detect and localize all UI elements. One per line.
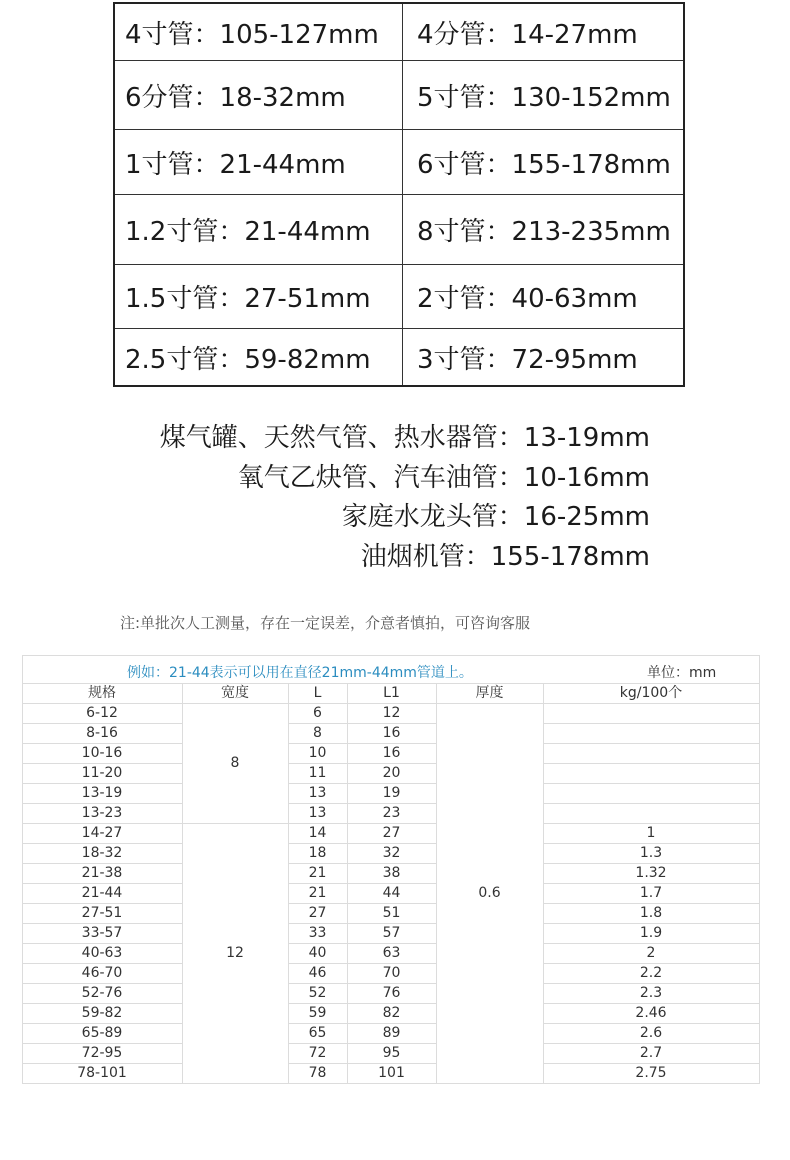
l-cell: 8 bbox=[313, 725, 322, 741]
size-cell-right: 5寸管：130-152mm bbox=[417, 82, 671, 113]
l1-cell: 82 bbox=[382, 1005, 401, 1021]
use-line-faucet: 家庭水龙头管：16-25mm bbox=[341, 502, 650, 532]
table-rule bbox=[759, 655, 760, 1084]
weight-cell: 1 bbox=[646, 825, 656, 841]
spec-cell: 13-19 bbox=[81, 785, 123, 801]
l-cell: 14 bbox=[308, 825, 327, 841]
spec-cell: 40-63 bbox=[81, 945, 123, 961]
weight-cell bbox=[543, 743, 759, 763]
l1-cell: 12 bbox=[382, 705, 401, 721]
spec-table bbox=[22, 655, 759, 1083]
use-line-hood: 油烟机管：155-178mm bbox=[360, 542, 650, 572]
header-cell: 规格 bbox=[88, 685, 116, 701]
header-cell: kg/100个 bbox=[619, 685, 683, 701]
header-cell: L bbox=[313, 685, 322, 701]
weight-cell: 2 bbox=[646, 945, 656, 961]
size-cell-left: 2.5寸管：59-82mm bbox=[125, 344, 371, 375]
weight-cell: 2.6 bbox=[639, 1025, 663, 1041]
spec-cell: 52-76 bbox=[81, 985, 123, 1001]
l-cell: 52 bbox=[308, 985, 327, 1001]
l-cell: 6 bbox=[313, 705, 322, 721]
l1-cell: 57 bbox=[382, 925, 401, 941]
weight-cell: 2.2 bbox=[639, 965, 663, 981]
size-row bbox=[115, 129, 683, 194]
size-row bbox=[115, 194, 683, 264]
weight-cell bbox=[543, 783, 759, 803]
l-cell: 11 bbox=[308, 765, 327, 781]
header-cell: L1 bbox=[383, 685, 400, 701]
l1-cell: 23 bbox=[382, 805, 401, 821]
l1-cell: 16 bbox=[382, 725, 401, 741]
weight-cell: 2.3 bbox=[639, 985, 663, 1001]
size-row bbox=[115, 328, 683, 385]
size-cell-right: 4分管：14-27mm bbox=[417, 19, 638, 50]
size-cell-right: 2寸管：40-63mm bbox=[417, 284, 638, 314]
header-cell: 厚度 bbox=[475, 685, 504, 701]
size-cell-left: 4寸管：105-127mm bbox=[125, 19, 379, 50]
size-row bbox=[115, 60, 683, 129]
size-cell-left: 1寸管：21-44mm bbox=[125, 149, 346, 180]
table-rule bbox=[22, 655, 759, 656]
l1-cell: 51 bbox=[382, 905, 401, 921]
l-cell: 18 bbox=[308, 845, 327, 861]
l1-cell: 76 bbox=[382, 985, 401, 1001]
l-cell: 21 bbox=[308, 865, 327, 881]
size-row bbox=[115, 264, 683, 328]
weight-cell: 2.75 bbox=[635, 1065, 667, 1081]
use-line-gas: 煤气罐、天然气管、热水器管：13-19mm bbox=[159, 423, 650, 453]
spec-cell: 8-16 bbox=[86, 725, 118, 741]
l1-cell: 19 bbox=[382, 785, 401, 801]
measurement-note: 注:单批次人工测量，存在一定误差，介意者慎拍，可咨询客服 bbox=[120, 614, 531, 632]
table-rule bbox=[22, 1083, 759, 1084]
l-cell: 10 bbox=[308, 745, 327, 761]
spec-cell: 59-82 bbox=[81, 1005, 123, 1021]
l1-cell: 63 bbox=[382, 945, 401, 961]
thickness-cell: 0.6 bbox=[478, 885, 501, 901]
size-cell-right: 3寸管：72-95mm bbox=[417, 344, 638, 375]
l-cell: 40 bbox=[308, 945, 327, 961]
spec-cell: 65-89 bbox=[81, 1025, 123, 1041]
use-line-oxygen: 氧气乙炔管、汽车油管：10-16mm bbox=[237, 463, 650, 493]
weight-cell bbox=[543, 763, 759, 783]
spec-cell: 18-32 bbox=[81, 845, 123, 861]
weight-cell bbox=[543, 723, 759, 743]
l-cell: 78 bbox=[308, 1065, 327, 1081]
spec-cell: 21-44 bbox=[81, 885, 123, 901]
example-text: 例如：21-44表示可以用在直径21mm-44mm管道上。 bbox=[127, 665, 473, 681]
pipe-size-table bbox=[113, 2, 685, 387]
l1-cell: 95 bbox=[382, 1045, 401, 1061]
width-cell: 12 bbox=[226, 945, 244, 961]
size-cell-left: 6分管：18-32mm bbox=[125, 82, 346, 113]
size-cell-right: 8寸管：213-235mm bbox=[417, 217, 671, 247]
spec-cell: 27-51 bbox=[81, 905, 123, 921]
spec-cell: 21-38 bbox=[81, 865, 123, 881]
weight-cell: 1.8 bbox=[639, 905, 663, 921]
spec-cell: 72-95 bbox=[81, 1045, 123, 1061]
l1-cell: 38 bbox=[382, 865, 401, 881]
spec-cell: 33-57 bbox=[81, 925, 123, 941]
l-cell: 72 bbox=[308, 1045, 327, 1061]
l1-cell: 101 bbox=[378, 1065, 405, 1081]
size-cell-right: 6寸管：155-178mm bbox=[417, 149, 671, 180]
l-cell: 27 bbox=[308, 905, 327, 921]
spec-cell: 10-16 bbox=[81, 745, 123, 761]
l1-cell: 70 bbox=[382, 965, 401, 981]
spec-cell: 46-70 bbox=[81, 965, 123, 981]
l-cell: 13 bbox=[308, 785, 327, 801]
weight-cell bbox=[543, 803, 759, 823]
size-row bbox=[115, 4, 683, 60]
l-cell: 59 bbox=[308, 1005, 327, 1021]
l1-cell: 44 bbox=[382, 885, 401, 901]
spec-cell: 6-12 bbox=[86, 705, 118, 721]
l-cell: 13 bbox=[308, 805, 327, 821]
l-cell: 33 bbox=[308, 925, 327, 941]
weight-cell: 1.32 bbox=[635, 865, 667, 881]
spec-cell: 11-20 bbox=[81, 765, 123, 781]
l1-cell: 20 bbox=[382, 765, 401, 781]
l-cell: 46 bbox=[308, 965, 327, 981]
weight-cell: 2.7 bbox=[639, 1045, 663, 1061]
weight-cell: 1.9 bbox=[639, 925, 663, 941]
weight-cell bbox=[543, 703, 759, 723]
unit-label: 单位：mm bbox=[647, 665, 717, 681]
weight-cell: 2.46 bbox=[635, 1005, 667, 1021]
spec-cell: 78-101 bbox=[77, 1065, 127, 1081]
weight-cell: 1.7 bbox=[639, 885, 663, 901]
l-cell: 21 bbox=[308, 885, 327, 901]
spec-cell: 14-27 bbox=[81, 825, 123, 841]
l1-cell: 89 bbox=[382, 1025, 401, 1041]
width-cell: 8 bbox=[230, 755, 240, 771]
l-cell: 65 bbox=[308, 1025, 327, 1041]
l1-cell: 27 bbox=[382, 825, 401, 841]
weight-cell: 1.3 bbox=[639, 845, 663, 861]
l1-cell: 32 bbox=[382, 845, 401, 861]
spec-cell: 13-23 bbox=[81, 805, 123, 821]
size-cell-left: 1.2寸管：21-44mm bbox=[125, 217, 371, 247]
header-cell: 宽度 bbox=[221, 685, 249, 701]
l1-cell: 16 bbox=[382, 745, 401, 761]
size-cell-left: 1.5寸管：27-51mm bbox=[125, 284, 371, 314]
